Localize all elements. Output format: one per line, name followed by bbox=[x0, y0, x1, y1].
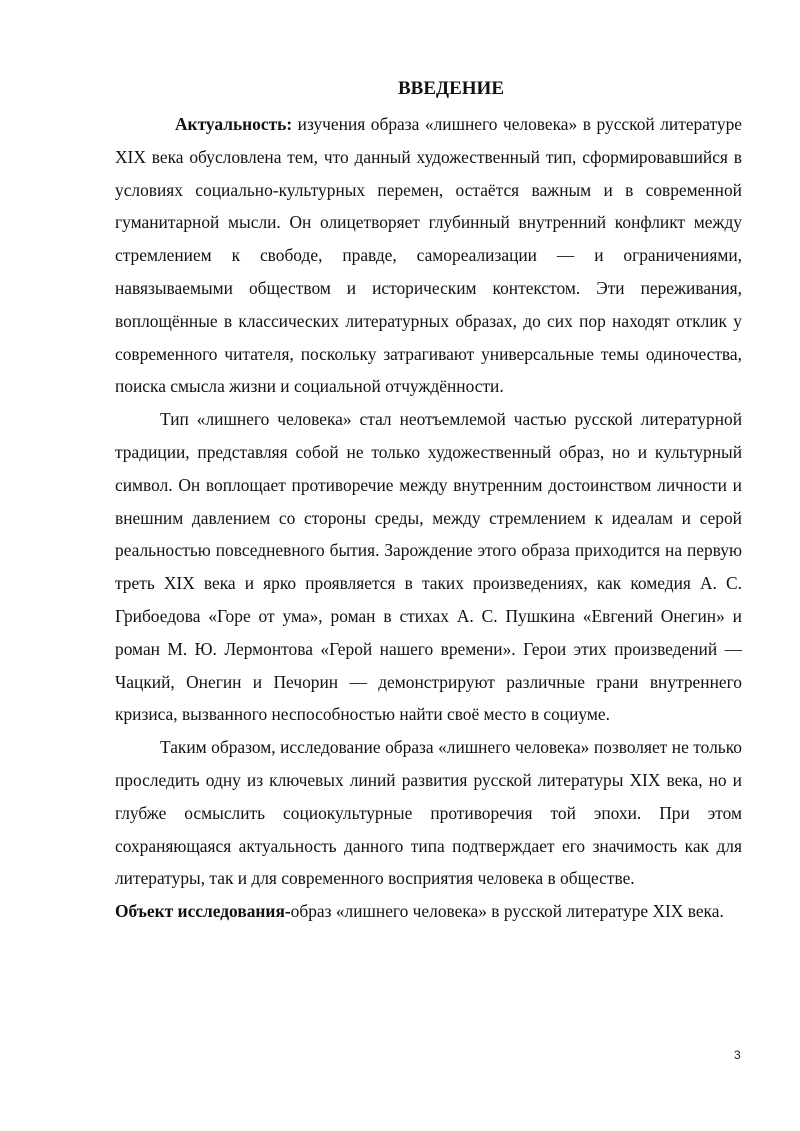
paragraph-type-description: Тип «лишнего человека» стал неотъемлемой частью русской литературной традиции, представляя собой не только художественный образ, но и культурный символ. Он воплощает противоречие между внутренним достоинством личности и внешним давлением со стороны среды, между стремлением к идеалам и серой реальностью повседневного бытия. Зарождение этого образа приходится на первую треть XIX века и ярко проявляется в таких произведениях, как комедия А. С. Грибоедова «Горе от ума», роман в стихах А. С. Пушкина «Евгений Онегин» и роман М. Ю. Лермонтова «Герой нашего времени». Герои этих произведений — Чацкий, Онегин и Печорин — демонстрируют различные грани внутреннего кризиса, вызванного неспособностью найти своё место в социуме. bbox=[115, 409, 742, 725]
research-object-label: Объект исследования- bbox=[115, 901, 291, 922]
relevance-paragraph bbox=[115, 108, 742, 403]
research-object-text: образ «лишнего человека» в русской литературе XIX века. bbox=[290, 901, 724, 922]
document-body bbox=[115, 108, 742, 928]
relevance-text: изучения образа «лишнего человека» в русской литературе XIX века обусловлена тем, что данный художественный тип, сформировавшийся в условиях социально-культурных перемен, остаётся важным и в современной гуманитарной мысли. Он олицетворяет глубинный внутренний конфликт между стремлением к свободе, правде, самореализации — и ограничениями, навязываемыми обществом и историческим контекстом. Эти переживания, воплощённые в классических литературных образах, до сих пор находят отклик у современного читателя, поскольку затрагивают универсальные темы одиночества, поиска смысла жизни и социальной отчуждённости. bbox=[115, 114, 742, 397]
relevance-label: Актуальность: bbox=[175, 114, 293, 134]
paragraph-conclusion: Таким образом, исследование образа «лишнего человека» позволяет не только проследить одну из ключевых линий развития русской литературы XIX века, но и глубже осмыслить социокультурные противоречия той эпохи. При этом сохраняющаяся актуальность данного типа подтверждает его значимость как для литературы, так и для современного восприятия человека в обществе. bbox=[115, 737, 742, 889]
page-title: ВВЕДЕНИЕ bbox=[398, 78, 504, 99]
research-object-paragraph bbox=[115, 895, 742, 928]
page-number: 3 bbox=[734, 1048, 741, 1062]
